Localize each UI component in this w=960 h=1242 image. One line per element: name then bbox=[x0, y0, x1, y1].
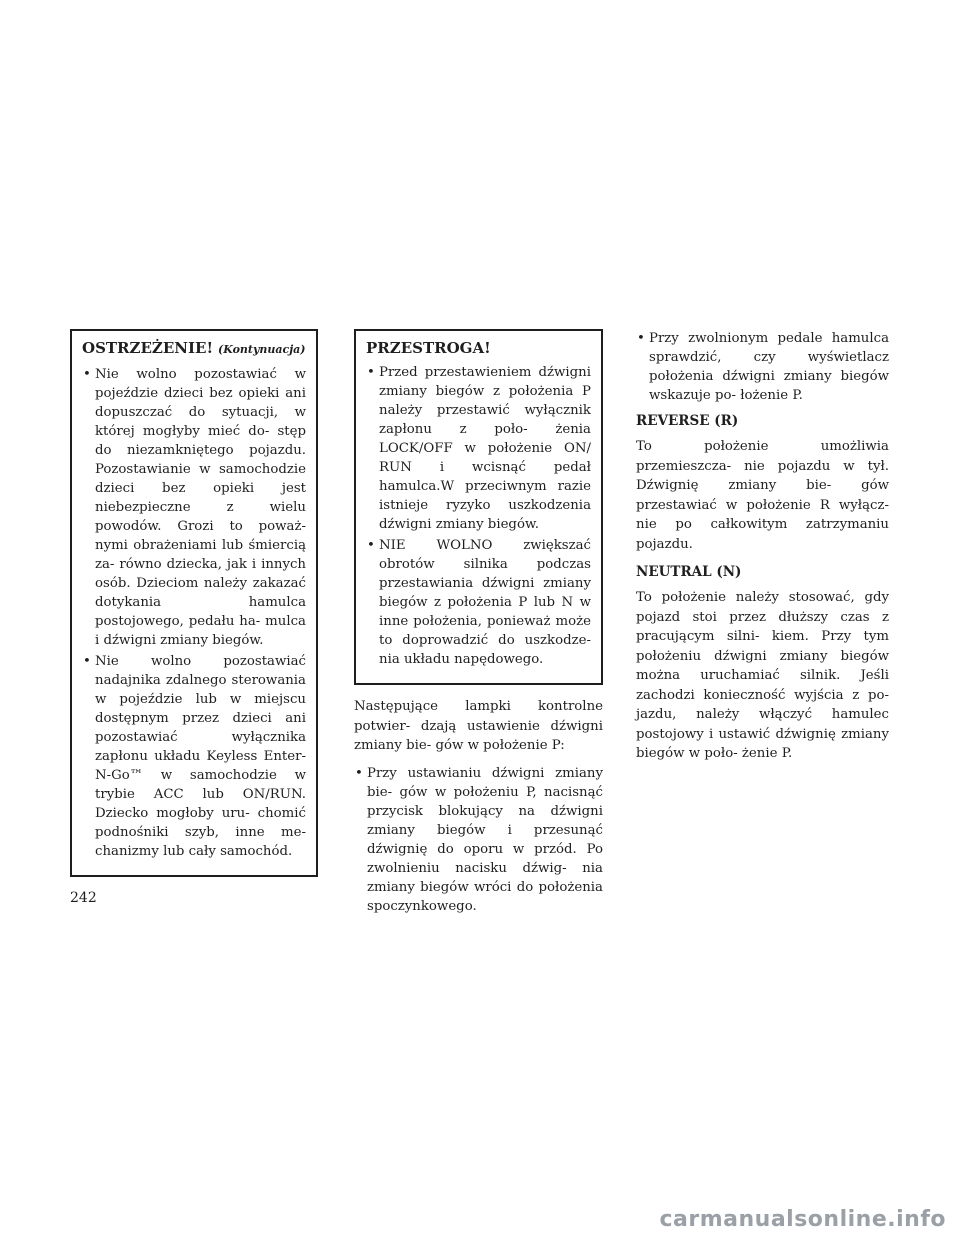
bullet-icon: • bbox=[83, 654, 91, 669]
warning-item bbox=[82, 365, 306, 650]
warning-title-text: OSTRZEŻENIE! bbox=[82, 339, 214, 357]
bullet-icon: • bbox=[367, 365, 375, 380]
reverse-heading: REVERSE (R) bbox=[636, 413, 739, 429]
indicator-item bbox=[354, 764, 603, 916]
caution-item-text: Przed przestawieniem dźwigni zmiany biegów z położenia P należy przestawić wyłącznik zapłonu z poło- żenia LOCK/OFF w położenie ON/ RUN i wcisnąć pedał hamulca.W przeciwnym razie istnieje ryzyko uszkodzenia dźwigni zmiany biegów. bbox=[379, 365, 591, 532]
page-number: 242 bbox=[70, 890, 97, 906]
reverse-text: To położenie umożliwia przemieszcza- nie pojazdu w tył. Dźwignię zmiany bie- gów przestawiać w położenie R wyłącz- nie po całkowitym zatrzymaniu pojazdu. bbox=[636, 439, 889, 552]
caution-box bbox=[354, 329, 603, 685]
indicator-item-text: Przy ustawianiu dźwigni zmiany bie- gów w położeniu P, nacisnąć przycisk blokujący na dźwigni zmiany biegów i przesunąć dźwignię do oporu w przód. Po zwolnieniu nacisku dźwig- nia zmiany biegów wróci do położenia spoczynkowego. bbox=[367, 765, 603, 914]
bullet-icon: • bbox=[355, 765, 363, 781]
indicator-list-continued bbox=[636, 329, 889, 405]
middle-column bbox=[354, 329, 603, 918]
bullet-icon: • bbox=[637, 331, 645, 346]
caution-item-text: NIE WOLNO zwiększać obrotów silnika podczas przestawiania dźwigni zmiany biegów z położenia P lub N w inne położenia, ponieważ może to doprowadzić do uszkodze- nia układu napędowego. bbox=[379, 538, 591, 667]
bullet-icon: • bbox=[83, 367, 91, 382]
indicator-intro: Następujące lampki kontrolne potwier- dzają ustawienie dźwigni zmiany bie- gów w położenie P: bbox=[354, 699, 603, 753]
indicator-item bbox=[636, 329, 889, 405]
caution-item bbox=[366, 363, 591, 534]
warning-item-text: Nie wolno pozostawiać nadajnika zdalnego sterowania w pojeździe lub w miejscu dostępnym przez dzieci ani pozostawiać wyłącznika zapłonu układu Keyless Enter-N-Go™ w samochodzie w trybie ACC lub ON/RUN. Dziecko mogłoby uru- chomić podnośniki szyb, inne me- chanizmy lub cały samochód. bbox=[95, 654, 306, 859]
caution-title: PRZESTROGA! bbox=[366, 339, 491, 357]
neutral-heading: NEUTRAL (N) bbox=[636, 564, 742, 580]
right-column bbox=[636, 329, 889, 772]
indicator-list bbox=[354, 764, 603, 916]
warning-item-text: Nie wolno pozostawiać w pojeździe dzieci bez opieki ani dopuszczać do sytuacji, w której mogłyby mieć do- stęp do niezamkniętego pojazdu. Pozostawianie w samochodzie dzieci bez opieki jest niebezpieczne z wielu powodów. Grozi to poważ- nymi obrażeniami lub śmiercią za- równo dziecka, jak i innych osób. Dzieciom należy zakazać dotykania hamulca postojowego, pedału ha- mulca i dźwigni zmiany biegów. bbox=[95, 367, 306, 648]
neutral-text: To położenie należy stosować, gdy pojazd stoi przez dłuższy czas z pracującym silni- kiem. Przy tym położeniu dźwigni zmiany biegów można uruchamiać silnik. Jeśli zachodzi konieczność wyjścia z po- jazdu, należy włączyć hamulec postojowy i ustawić dźwignię zmiany biegów w poło- żenie P. bbox=[636, 590, 889, 761]
left-column bbox=[70, 329, 318, 877]
warning-list bbox=[82, 365, 306, 861]
indicator-item-text: Przy zwolnionym pedale hamulca sprawdzić, czy wyświetlacz położenia dźwigni zmiany biegów wskazuje po- łożenie P. bbox=[649, 331, 889, 403]
warning-continuation: (Kontynuacja) bbox=[218, 343, 306, 356]
watermark: carmanualsonline.info bbox=[659, 1207, 946, 1232]
caution-list bbox=[366, 363, 591, 669]
caution-item bbox=[366, 536, 591, 669]
bullet-icon: • bbox=[367, 538, 375, 553]
warning-box bbox=[70, 329, 318, 877]
warning-item bbox=[82, 652, 306, 861]
warning-title bbox=[82, 337, 306, 361]
